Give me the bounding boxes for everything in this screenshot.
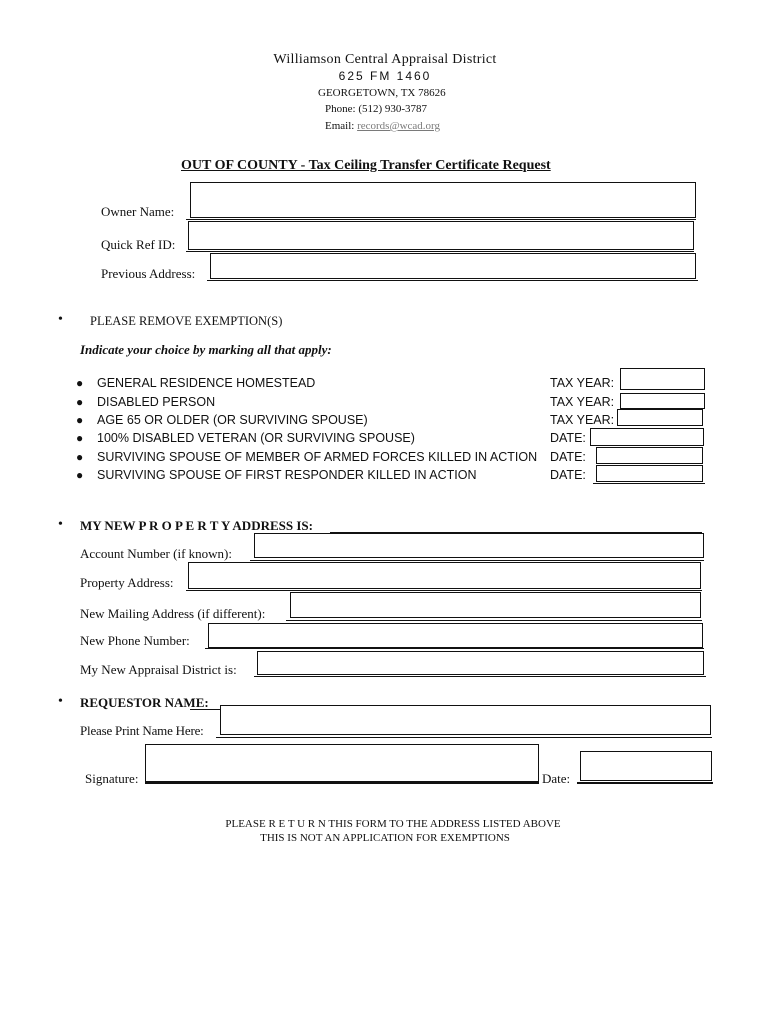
first-responder-date-underline	[593, 483, 705, 484]
section-bullet: •	[58, 694, 63, 709]
homestead-tax-year-field[interactable]	[620, 368, 705, 390]
exemption-date-label: DATE:	[550, 431, 586, 445]
exemptions-heading: PLEASE REMOVE EXEMPTION(S)	[90, 314, 283, 328]
list-bullet: ●	[76, 413, 84, 427]
date-label: Date:	[542, 771, 571, 786]
list-bullet: ●	[76, 468, 84, 482]
city-state-zip: GEORGETOWN, TX 78626	[318, 87, 446, 99]
owner-name-underline	[186, 219, 696, 220]
exemption-item-homestead: GENERAL RESIDENCE HOMESTEAD	[97, 376, 316, 390]
property-address-underline	[186, 590, 702, 591]
signature-field[interactable]	[145, 744, 539, 782]
exemption-tax-year-label: TAX YEAR:	[550, 395, 615, 409]
list-bullet: ●	[76, 395, 84, 409]
age-65-tax-year-field[interactable]	[617, 409, 703, 426]
signature-label: Signature:	[85, 771, 139, 786]
account-number-underline	[250, 560, 704, 561]
list-bullet: ●	[76, 431, 84, 445]
print-name-underline	[216, 737, 712, 738]
requestor-heading: REQUESTOR NAME:	[80, 695, 209, 710]
exemption-tax-year-label: TAX YEAR:	[550, 413, 615, 427]
quick-ref-underline	[186, 251, 694, 252]
appraisal-district-underline	[254, 676, 706, 677]
email-line	[325, 120, 440, 132]
owner-name-field[interactable]	[190, 182, 696, 218]
print-name-label: Please Print Name Here:	[80, 723, 204, 738]
disabled-veteran-date-field[interactable]	[590, 428, 704, 446]
previous-address-label: Previous Address:	[101, 266, 196, 281]
exemption-date-label: DATE:	[550, 468, 586, 482]
signature-underline	[145, 782, 539, 784]
requestor-heading-underline	[190, 709, 220, 710]
section-bullet: •	[58, 517, 63, 532]
new-phone-field[interactable]	[208, 623, 703, 648]
exemption-item-armed-forces-spouse: SURVIVING SPOUSE OF MEMBER OF ARMED FORCES KILLED IN ACTION	[97, 450, 538, 464]
mailing-address-label: New Mailing Address (if different):	[80, 606, 266, 621]
previous-address-field[interactable]	[210, 253, 696, 279]
mailing-address-field[interactable]	[290, 592, 701, 618]
list-bullet: ●	[76, 450, 84, 464]
quick-ref-field[interactable]	[188, 221, 694, 250]
property-address-label: Property Address:	[80, 575, 174, 590]
email-label: Email:	[325, 120, 355, 132]
exemption-date-label: DATE:	[550, 450, 586, 464]
property-address-field[interactable]	[188, 562, 701, 589]
new-phone-underline	[205, 648, 704, 649]
exemption-item-disabled-person: DISABLED PERSON	[97, 395, 216, 409]
owner-name-label: Owner Name:	[101, 204, 175, 219]
appraisal-district-field[interactable]	[257, 651, 704, 675]
exemption-item-first-responder-spouse: SURVIVING SPOUSE OF FIRST RESPONDER KILLED IN ACTION	[97, 468, 477, 482]
date-field[interactable]	[580, 751, 712, 781]
exemption-item-disabled-veteran: 100% DISABLED VETERAN (OR SURVIVING SPOUSE)	[97, 431, 415, 445]
armed-forces-spouse-date-field[interactable]	[596, 447, 703, 464]
exemption-item-age-65: AGE 65 OR OLDER (OR SURVIVING SPOUSE)	[97, 413, 368, 427]
date-underline	[577, 782, 713, 784]
phone-label: Phone:	[325, 103, 356, 115]
disabled-person-tax-year-field[interactable]	[620, 393, 705, 409]
footer-not-application: THIS IS NOT AN APPLICATION FOR EXEMPTIONS	[260, 832, 510, 844]
phone-number: (512) 930-3787	[358, 103, 428, 115]
appraisal-district-label: My New Appraisal District is:	[80, 662, 237, 677]
organization-name: Williamson Central Appraisal District	[273, 52, 497, 67]
new-phone-label: New Phone Number:	[80, 633, 190, 648]
print-name-field[interactable]	[220, 705, 711, 735]
new-property-heading: MY NEW P R O P E R T Y ADDRESS IS:	[80, 518, 313, 533]
quick-ref-label: Quick Ref ID:	[101, 237, 176, 252]
exemption-tax-year-label: TAX YEAR:	[550, 376, 615, 390]
previous-address-underline	[207, 280, 698, 281]
email-link[interactable]: records@wcad.org	[357, 120, 441, 132]
form-title: OUT OF COUNTY - Tax Ceiling Transfer Certificate Request	[181, 158, 551, 173]
list-bullet: ●	[76, 376, 84, 390]
first-responder-spouse-date-field[interactable]	[596, 465, 703, 482]
footer-return-notice: PLEASE R E T U R N THIS FORM TO THE ADDRESS LISTED ABOVE	[225, 818, 561, 830]
account-number-field[interactable]	[254, 533, 704, 558]
section-bullet: •	[58, 312, 63, 327]
exemptions-instruction: Indicate your choice by marking all that apply:	[80, 342, 332, 357]
phone-line	[325, 103, 427, 115]
mailing-address-underline	[286, 620, 702, 621]
account-number-label: Account Number (if known):	[80, 546, 232, 561]
street-address: 625 FM 1460	[338, 69, 432, 83]
